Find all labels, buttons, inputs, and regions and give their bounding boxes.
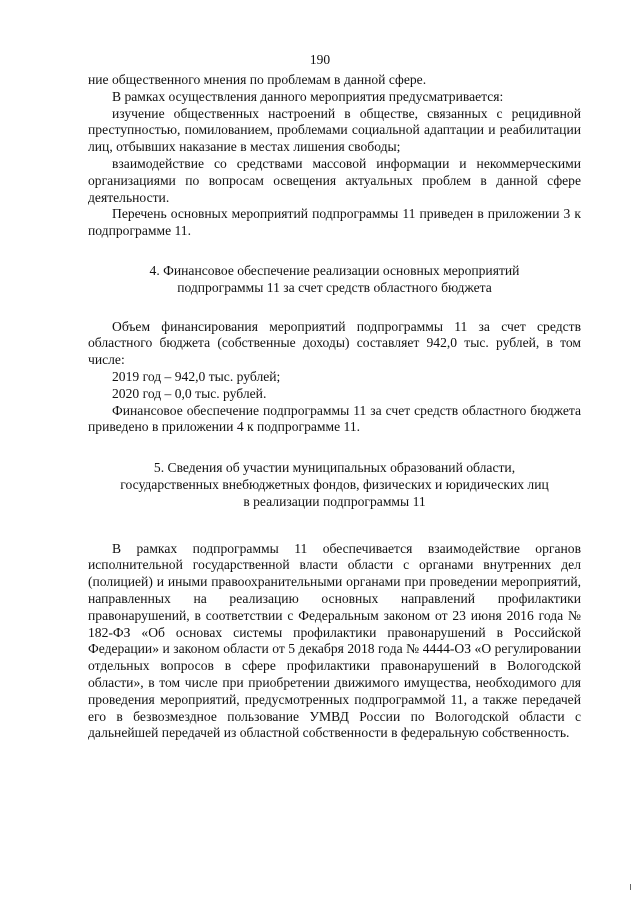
document-body [88,72,581,742]
paragraph: взаимодействие со средствами массовой информации и некоммерческими организациями по вопросам освещения актуальных проблем в данной сфере деятельности. [88,155,581,205]
page-number: 190 [309,52,331,67]
heading-line: подпрограммы 11 за счет средств областного бюджета [177,279,492,295]
paragraph: В рамках подпрограммы 11 обеспечивается взаимодействие органов исполнительной государственной власти области с органами внутренних дел (полицией) и иными правоохранительными органами при проведении мероприятий, направленных на реализацию основных направлений профилактики правонарушений, в соответствии с Федеральным законом от 23 июня 2016 года № 182-ФЗ «Об основах системы профилактики правонарушений в Российской Федерации» и законом области от 5 декабря 2018 года № 4444-ОЗ «О регулировании отдельных вопросов в сфере профилактики правонарушений в Вологодской области», в том числе при приобретении движимого имущества, необходимого для проведения мероприятий, предусмотренных подпрограммой 11, а также передачей его в безвозмездное пользование УМВД России по Вологодской области с дальнейшей передачей из областной собственности в федеральную собственность. [88,540,581,741]
heading-line: 5. Сведения об участии муниципальных образований области, [153,460,516,476]
paragraph: 2019 год – 942,0 тыс. рублей; [112,368,281,384]
heading-line: государственных внебюджетных фондов, физических и юридических лиц [120,476,549,492]
section-4-heading [88,263,581,297]
paragraph: Перечень основных мероприятий подпрограммы 11 приведен в приложении 3 к подпрограмме 11. [88,206,581,239]
section-5-heading [88,460,581,510]
heading-line: 4. Финансовое обеспечение реализации основных мероприятий [149,262,520,278]
heading-line: в реализации подпрограммы 11 [243,493,426,509]
paragraph: 2020 год – 0,0 тыс. рублей. [112,385,267,401]
paragraph: Объем финансирования мероприятий подпрограммы 11 за счет средств областного бюджета (собственные доходы) составляет 942,0 тыс. рублей, в том числе: [88,318,581,368]
paragraph: изучение общественных настроений в обществе, связанных с рецидивной преступностью, помилованием, проблемами социальной адаптации и реабилитации лиц, отбывших наказание в местах лишения свободы; [88,105,581,155]
paragraph: В рамках осуществления данного мероприятия предусматривается: [112,88,504,104]
paragraph-continuation: ние общественного мнения по проблемам в данной сфере. [88,72,427,87]
paragraph: Финансовое обеспечение подпрограммы 11 за счет средств областного бюджета приведено в приложении 4 к подпрограмме 11. [88,402,581,435]
scan-edge-mark [630,884,631,890]
